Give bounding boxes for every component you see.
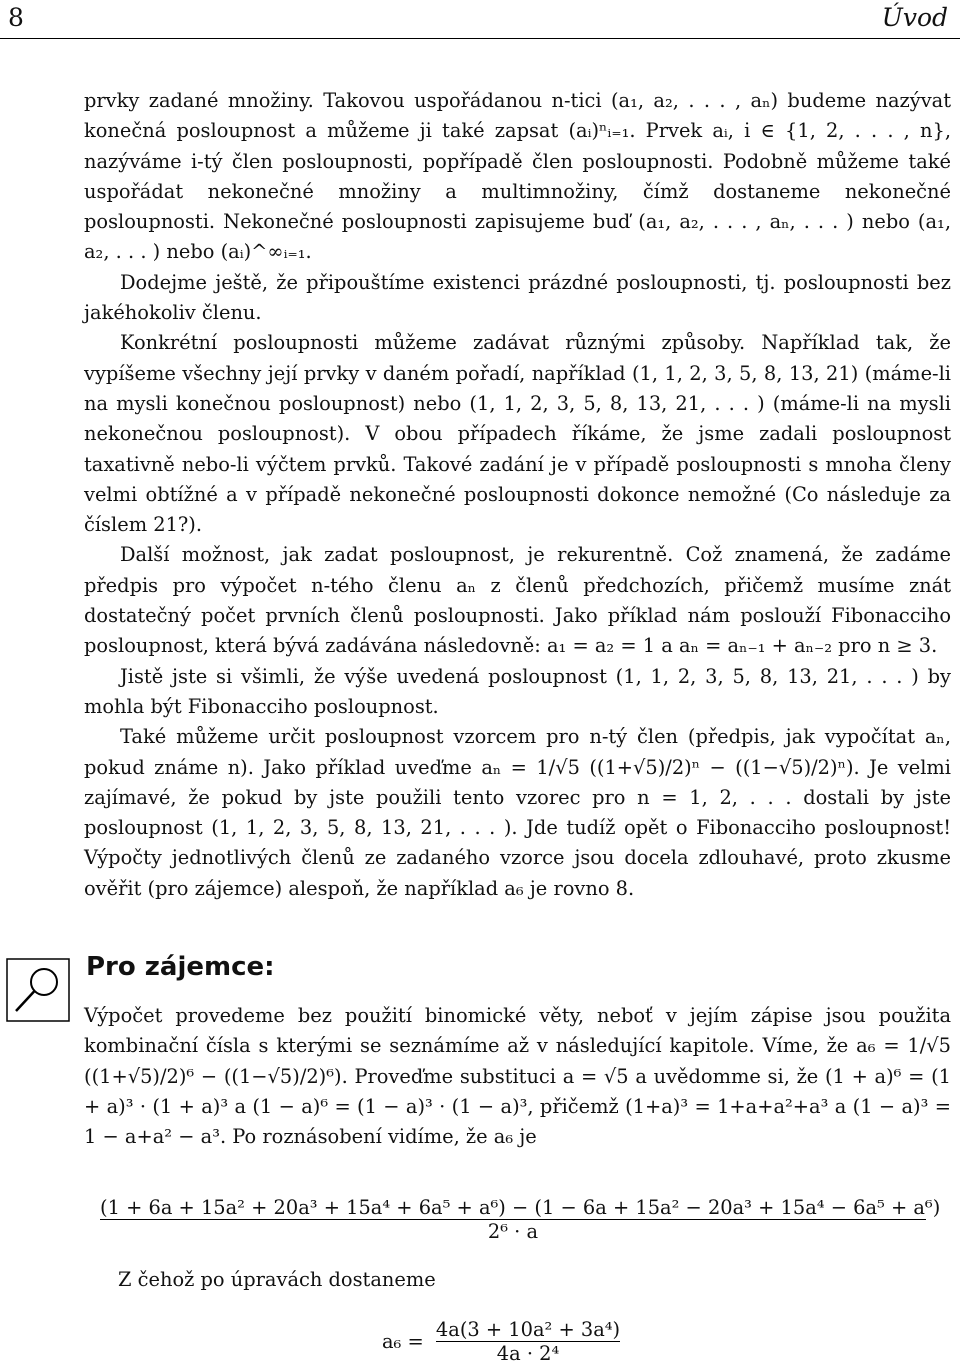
result-lhs: a₆ = xyxy=(382,1330,424,1353)
header-rule xyxy=(0,38,960,39)
result-denominator: 4a · 2⁴ xyxy=(496,1342,560,1365)
fraction-numerator: (1 + 6a + 15a² + 20a³ + 15a⁴ + 6a⁵ + a⁶) − (1 − 6a + 15a² − 20a³ + 15a⁴ − 6a⁵ + a⁶) xyxy=(100,1196,941,1219)
main-text xyxy=(84,86,951,904)
result-formula xyxy=(382,1318,620,1365)
paragraph: Konkrétní posloupnosti můžeme zadávat různými způsoby. Například tak, že vypíšeme všechny její prvky v daném pořadí, například (1, 1, 2, 3, 5, 8, 13, 21) (máme-li na mysli konečnou posloupnost) nebo (1, 1, 2, 3, 5, 8, 13, 21, . . . ) (máme-li na mysli nekonečnou posloupnost). V obou případech říkáme, že jsme zadali posloupnost taxativně nebo-li výčtem prvků. Takové zadání je v případě posloupnosti s mnoha členy velmi obtížné a v případě nekonečné posloupnosti dokonce nemožné (Co následuje za číslem 21?). xyxy=(84,331,951,537)
box-paragraph: Výpočet provedeme bez použití binomické věty, neboť v jejím zápise jsou použita kombinační čísla s kterými se seznámíme až v následující kapitole. Víme, že a₆ = 1/√5 ((1+√5)/2)⁶ − ((1−√5)/2)⁶). Proveďme substituci a = √5 a uvědomme si, že (1 + a)⁶ = (1 + a)³ · (1 + a)³ a (1 − a)⁶ = (1 − a)³ · (1 − a)³, přičemž (1+a)³ = 1+a+a²+a³ a (1 − a)³ = 1 − a+a² − a³. Po roznásobení vidíme, že a₆ je xyxy=(84,1004,951,1149)
page-number: 8 xyxy=(8,3,24,32)
box-text xyxy=(84,1001,951,1152)
paragraph: Další možnost, jak zadat posloupnost, je rekurentně. Což znamená, že zadáme předpis pro výpočet n-tého členu aₙ z členů předchozích, přičemž musíme znát dostatečný počet prvních členů posloupnosti. Jako příklad nám poslouží Fibonacciho posloupnost, která bývá zadávána následovně: a₁ = a₂ = 1 a aₙ = aₙ₋₁ + aₙ₋₂ pro n ≥ 3. xyxy=(84,543,951,658)
magnifier-icon xyxy=(6,958,70,1022)
paragraph: Také můžeme určit posloupnost vzorcem pro n-tý člen (předpis, jak vypočítat aₙ, pokud známe n). Jako příklad uveďme aₙ = 1/√5 ((1+√5)/2)ⁿ − ((1−√5)/2)ⁿ). Je velmi zajímavé, že pokud by jste použili tento vzorec pro n = 1, 2, . . . dostali by jste posloupnost (1, 1, 2, 3, 5, 8, 13, 21, . . . ). Jde tudíž opět o Fibonacciho posloupnost! Výpočty jednotlivých členů ze zadaného vzorce jsou docela zdlouhavé, proto zkusme ověřit (pro zájemce) alespoň, že například a₆ je rovno 8. xyxy=(84,725,951,900)
after-text: Z čehož po úpravách dostaneme xyxy=(118,1268,436,1291)
paragraph: Jistě jste si všimli, že výše uvedená posloupnost (1, 1, 2, 3, 5, 8, 13, 21, . . . ) by mohla být Fibonacciho posloupnost. xyxy=(84,664,951,718)
result-fraction xyxy=(436,1318,620,1365)
paragraph: prvky zadané množiny. Takovou uspořádanou n-tici (a₁, a₂, . . . , aₙ) budeme nazývat konečná posloupnost a můžeme ji také zapsat (aᵢ)ⁿᵢ₌₁. Prvek aᵢ, i ∈ {1, 2, . . . , n}, nazýváme i-tý člen posloupnosti, popřípadě člen posloupnosti. Podobně můžeme také uspořádat nekonečné množiny a multimnožiny, čímž dostaneme nekonečné posloupnosti. Nekonečné posloupnosti zapisujeme buď (a₁, a₂, . . . , aₙ, . . . ) nebo (a₁, a₂, . . . ) nebo (aᵢ)^∞ᵢ₌₁. xyxy=(84,89,951,264)
fraction-denominator: 2⁶ · a xyxy=(487,1220,539,1243)
expanded-fraction xyxy=(100,1196,941,1243)
box-title: Pro zájemce: xyxy=(86,952,275,982)
paragraph: Dodejme ještě, že připouštíme existenci prázdné posloupnosti, tj. posloupnosti bez jakéhokoliv členu. xyxy=(84,270,951,325)
running-title: Úvod xyxy=(881,3,948,32)
result-numerator: 4a(3 + 10a² + 3a⁴) xyxy=(435,1318,621,1341)
